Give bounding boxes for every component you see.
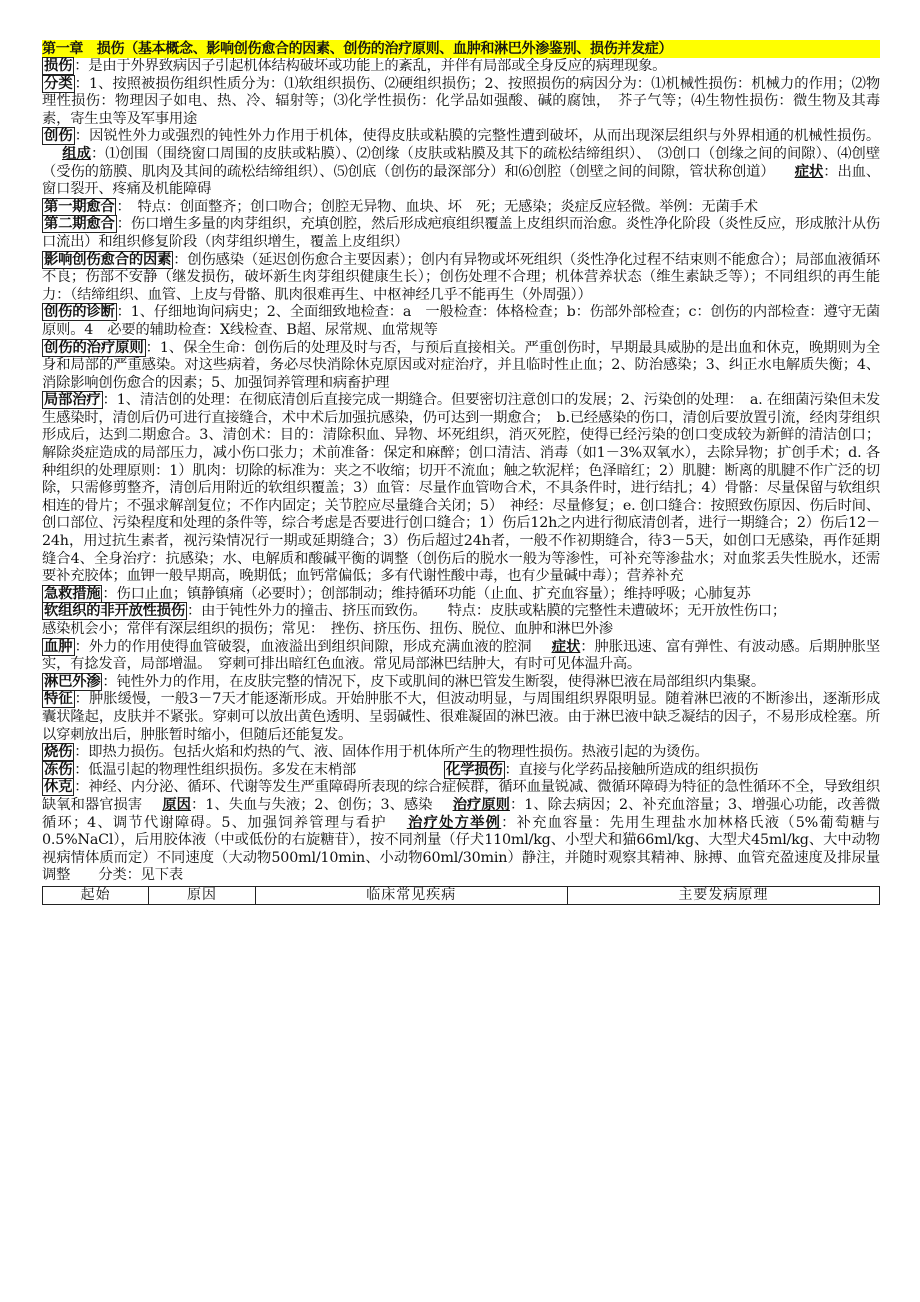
term-shock-cause: 原因 [162, 796, 191, 813]
term-composition: 组成 [62, 145, 91, 162]
term-shock: 休克 [44, 779, 73, 796]
term-burn: 烧伤 [44, 744, 73, 761]
paragraph-classification [42, 76, 880, 129]
paragraph-injury [42, 58, 880, 76]
term-local-treatment: 局部治疗 [44, 392, 101, 409]
text-local-treatment: ：1、清洁创的处理：在彻底清创后直接完成一期缝合。但要密切注意创口的发展；2、污染创的处理： a. 在细菌污染但未发生感染时，清创后仍可进行直接缝合，术中术后加强抗感染，仍可达到一期愈合； b.已经感染的伤口，清创后要放置引流，经肉芽组织形成后，达到二期愈合。3、清创术：目的：清除积血、异物、坏死组织，消灭死腔，使得已经污染的创口变成较为新鲜的清洁创口；解除炎症造成的局部压力，减小伤口张力；术前准备：保定和麻醉；创口清洁、消毒（如1－3%双氧水），去除异物；扩创手术；d. 各种组织的处理原则：1）肌肉：切除的标准为：夹之不收缩；切开不流血；触之软泥样；色泽暗红；2）肌腱：断离的肌腱不作广泛的切除，只需修剪整齐，清创后用附近的软组织覆盖；3）血管：尽量作血管吻合术，不具条件时，进行结扎；4）骨骼：尽量保留与软组织相连的骨片；不强求解剖复位；不作内固定；关节腔应尽量缝合关闭；5） 神经：尽量修复；e. 创口缝合：按照致伤原因、伤后时间、创口部位、污染程度和处理的条件等，综合考虑是否要进行创口缝合；1）伤后12h之内进行彻底清创者，进行一期缝合；2）伤后12－24h，用过抗生素者，视污染情况行一期或延期缝合；3）伤后超过24h者，一般不作初期缝合，待3－5天，如创口无感染，再作延期缝合4、全身治疗：抗感染；水、电解质和酸碱平衡的调整（创伤后的脱水一般为等渗性，可补充等渗盐水；对血浆丢失性脱水，还需要补充胶体；血钾一般早期高，晚期低；血钙常偏低；多有代谢性酸中毒，也有少量碱中毒）；营养补充 [42, 392, 880, 585]
term-prescription: 治疗处方举例 [406, 814, 502, 831]
paragraph-burn [42, 744, 880, 762]
classification-table [42, 886, 880, 905]
paragraph-features [42, 691, 880, 744]
text-frostbite: ：低温引起的物理性组织损伤。多发在末梢部 [74, 761, 357, 778]
term-shock-principle: 治疗原则 [452, 796, 510, 813]
text-first-intention: ： 特点：创面整齐；创口吻合；创腔无异物、血块、坏 死；无感染；炎症反应轻微。举例：无菌手术 [116, 198, 758, 215]
paragraph-treatment-principles [42, 340, 880, 393]
term-lymph-extravasation: 淋巴外渗 [44, 673, 101, 690]
text-diagnosis: ：1、仔细地询问病史；2、全面细致地检查：a 一般检查：体格检查；b：伤部外部检查；c：创伤的内部检查：遵守无菌原则。4 必要的辅助检查：X线检查、B超、尿常规、血常规等 [42, 304, 881, 338]
text-burn: ：即热力损伤。包括火焰和灼热的气、液、固体作用于机体所产生的物理性损伤。热液引起的为烫伤。 [74, 744, 709, 761]
text-hematoma: ：外力的作用使得血管破裂，血液溢出到组织间隙，形成充满血液的腔洞 [74, 638, 532, 655]
text-symptoms: ：出血、窗口裂开、疼痛及机能障碍 [42, 163, 880, 198]
table-header-cell: 起始 [43, 886, 149, 904]
paragraph-shock [42, 779, 880, 885]
term-treatment-principles: 创伤的治疗原则 [44, 339, 144, 356]
text-treatment-principles: ：1、保全生命：创伤后的处理及时与否，与预后直接相关。严重创伤时，早期最具威胁的是出血和休克，晚期则为全身和局部的严重感染。对这些病着，务必尽快消除休克原因或对症治疗，并且临时性止血；2、防治感染；3、纠正水电解质失衡；4、消除影响创伤愈合的因素；5、加强饲养管理和病畜护理 [42, 339, 880, 391]
term-diagnosis: 创伤的诊断 [44, 304, 115, 321]
text-closed-injury: ：由于钝性外力的撞击、挤压而致伤。 特点：皮肤或粘膜的完整性未遭破坏；无开放性伤口； [186, 603, 786, 620]
text-features: ：肿胀缓慢，一般3－7天才能逐渐形成。开始肿胀不大，但波动明显，与周围组织界限明显。随着淋巴液的不断渗出，逐渐形成囊状隆起，皮肤并不紧张。穿刺可以放出黄色透明、呈弱碱性、很难凝固的淋巴液。由于淋巴液中缺乏凝结的因子，不易形成栓塞。所以穿刺放出后，肿胀暂时缩小，但随后还能复发。 [42, 691, 880, 743]
text-shock: ：神经、内分泌、循环、代谢等发生严重障碍所表现的综合症候群，循环血量锐减、微循环障碍为特征的急性循环不全，导致组织缺氧和器官损害 [42, 779, 880, 813]
paragraph-closed-injury [42, 603, 880, 621]
paragraph-closed-injury-cont: 感染机会小；常伴有深层组织的损伤；常见： 挫伤、挤压伤、扭伤、脱位、血肿和淋巴外渗 [42, 621, 613, 637]
term-frostbite: 冻伤 [44, 761, 73, 778]
term-healing-factors: 影响创伤愈合的因素 [44, 251, 172, 268]
table-header-row [43, 886, 880, 904]
paragraph-wound [42, 128, 880, 198]
paragraph-local-treatment [42, 392, 880, 586]
text-classification: ：1、按照被损伤组织性质分为：⑴软组织损伤、⑵硬组织损伤；2、按照损伤的病因分为：⑴机械性损伤：机械力的作用；⑵物理性损伤：物理因子如电、热、冷、辐射等；⑶化学性损伤：化学品如强酸、碱的腐蚀， 芥子气等；⑷生物性损伤：微生物及其毒素，寄生虫等及军事用途 [42, 75, 880, 127]
paragraph-healing-factors [42, 252, 880, 305]
text-composition: ：⑴创围（围绕窗口周围的皮肤或粘膜）、⑵创缘（皮肤或粘膜及其下的疏松结缔组织）、 ⑶创口（创缘之间的间隙）、⑷创壁（受伤的筋膜、肌肉及其间的疏松结缔组织）、⑸创底（创伤的最深部分）和⑹创腔（创壁之间的间隙，管状称创道） [42, 145, 880, 180]
text-healing-factors: ：创伤感染（延迟创伤愈合主要因素）；创内有异物或坏死组织（炎性净化过程不结束则不能愈合）；局部血液循环不良；伤部不安静（继发损伤，破坏新生肉芽组织健康生长）；创伤处理不合理；机体营养状态（维生素缺乏等）；不同组织的再生能力：（结缔组织、血管、上皮与骨骼、肌肉很难再生、中枢神经几乎不能再生（外周强）） [42, 251, 880, 303]
term-second-intention: 第二期愈合 [44, 216, 115, 233]
text-second-intention: ：伤口增生多量的肉芽组织，充填创腔，然后形成疤痕组织覆盖上皮组织而治愈。炎性净化阶段（炎性反应，形成脓汁从伤口流出）和组织修复阶段（肉芽组织增生，覆盖上皮组织） [42, 216, 880, 250]
table-header-cell: 临床常见疾病 [255, 886, 567, 904]
term-hematoma-symptoms: 症状 [551, 638, 581, 655]
paragraph-frostbite [42, 762, 880, 780]
term-closed-injury: 软组织的非开放性损伤 [44, 603, 185, 620]
term-chemical-injury: 化学损伤 [446, 761, 503, 778]
paragraph-first-aid [42, 586, 880, 604]
paragraph-second-intention [42, 216, 880, 251]
term-classification: 分类 [44, 75, 73, 92]
text-hematoma-symptoms: ：肿胀迅速、富有弹性、有波动感。后期肿胀坚实，有捻发音，局部增温。 穿刺可排出暗红色血液。常见局部淋巴结肿大，有时可见体温升高。 [42, 638, 880, 673]
paragraph-hematoma [42, 639, 880, 674]
text-first-aid: ：伤口止血；镇静镇痛（必要时）；创部制动；维持循环功能（止血、扩充血容量）；维持呼吸；心肺复苏 [102, 585, 751, 602]
document-page [42, 40, 880, 905]
text-shock-cause: ：1、失血与失液；2、创伤；3、感染 [190, 796, 433, 813]
text-chemical-injury: ：直接与化学药品接触所造成的组织损伤 [504, 761, 759, 778]
term-symptoms: 症状 [794, 163, 824, 180]
text-prescription: ：补充血容量：先用生理盐水加林格氏液（5%葡萄糖与0.5%NaCl），后用胶体液（中或低份的右旋糖苷），按不同剂量（仔犬110ml/kg、小型犬和猫66ml/kg、大型犬45ml/kg、大中动物视病情体质而定）不同速度（大动物500ml/10min、小动物60ml/30min）静注，并随时观察其精神、脉搏、血管充盈速度及排尿量调整 分类：见下表 [42, 814, 880, 884]
term-hematoma: 血肿 [44, 638, 73, 655]
paragraph-diagnosis [42, 304, 880, 339]
paragraph-lymph-extravasation [42, 674, 880, 692]
term-features: 特征 [44, 691, 73, 708]
text-injury: ：是由于外界致病因子引起机体结构破坏或功能上的紊乱，并伴有局部或全身反应的病理现象。 [74, 58, 667, 74]
table-header-cell: 原因 [149, 886, 255, 904]
term-first-aid: 急救措施 [44, 585, 101, 602]
table-header-cell: 主要发病原理 [567, 886, 879, 904]
chapter-title: 第一章 损伤（基本概念、影响创伤愈合的因素、创伤的治疗原则、血肿和淋巴外渗鉴别、损伤并发症） [42, 40, 880, 58]
term-wound: 创伤 [44, 128, 73, 145]
term-first-intention: 第一期愈合 [44, 198, 115, 215]
text-lymph-extravasation: ：钝性外力的作用，在皮肤完整的情况下，皮下或肌间的淋巴管发生断裂，使得淋巴液在局部组织内集聚。 [102, 673, 765, 690]
text-shock-principle: ：1、除去病因；2、补充血溶量；3、增强心功能，改善微循环；4、调节代谢障碍。5、加强饲养管理与看护 [42, 796, 881, 831]
text-wound: ：因锐性外力或强烈的钝性外力作用于机体，使得皮肤或粘膜的完整性遭到破坏，从而出现深层组织与外界相通的机械性损伤。 [74, 128, 881, 145]
paragraph-first-intention [42, 199, 880, 217]
term-injury: 损伤 [44, 58, 73, 74]
